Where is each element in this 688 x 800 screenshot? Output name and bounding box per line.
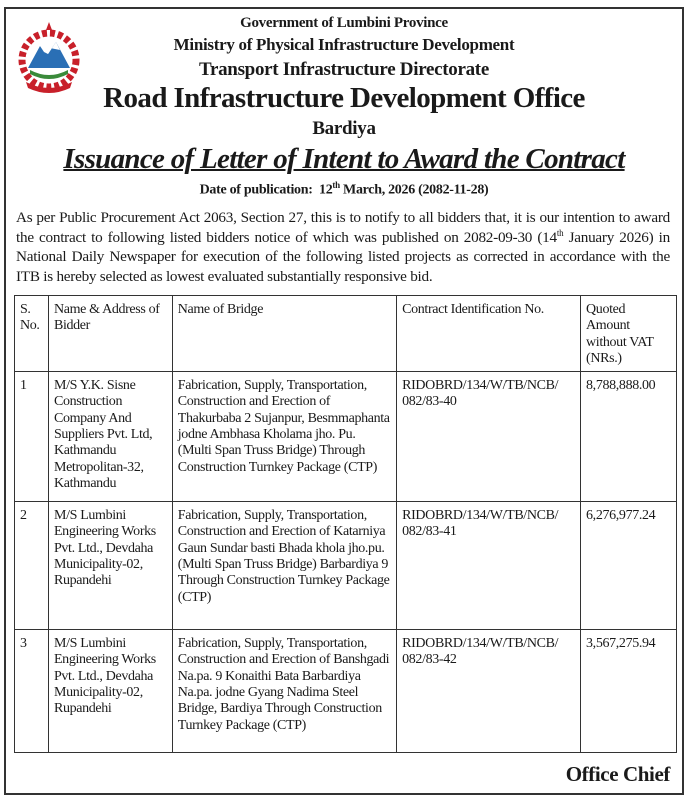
header-amount: Quoted Amount without VAT (NRs.) [581, 296, 677, 372]
notice-body [16, 208, 670, 286]
cell-bridge: Fabrication, Supply, Transportation, Construction and Erection of Thakurbaba 2 Sujanpur, Besmmaphanta jodne Ambhasa Kholama jho. Pu. (Multi Span Truss Bridge) Through Construction Turnkey Package (CTP) [172, 372, 396, 502]
cell-bridge: Fabrication, Supply, Transportation, Construction and Erection of Katarniya Gaun Sundar basti Bhada khola jho.pu. (Multi Span Truss Bridge) Barbardiya 9 Through Construction Turnkey Package (CTP) [172, 502, 396, 630]
body-text-2: January 2026) in National Daily Newspaper for execution of the following listed projects as corrected in accordance with the ITB is hereby selected as lowest evaluated substantially responsive bid. [16, 228, 670, 285]
cell-contract-id: RIDOBRD/134/W/TB/NCB/ 082/83-40 [397, 372, 581, 502]
cell-sn: 2 [15, 502, 49, 630]
table-header-row [15, 296, 677, 372]
directorate-heading: Transport Infrastructure Directorate [199, 59, 489, 80]
publication-date [0, 180, 688, 199]
cell-amount: 8,788,888.00 [581, 372, 677, 502]
cell-contract-id: RIDOBRD/134/W/TB/NCB/ 082/83-42 [397, 630, 581, 753]
header-bidder: Name & Address of Bidder [48, 296, 172, 372]
cell-bidder: M/S Lumbini Engineering Works Pvt. Ltd., Devdaha Municipality-02, Rupandehi [48, 502, 172, 630]
cell-sn: 1 [15, 372, 49, 502]
header-sn: S. No. [15, 296, 49, 372]
cell-contract-id: RIDOBRD/134/W/TB/NCB/ 082/83-41 [397, 502, 581, 630]
date-day: 12 [319, 182, 333, 198]
cell-amount: 6,276,977.24 [581, 502, 677, 630]
government-heading: Government of Lumbini Province [240, 15, 448, 31]
office-heading: Road Infrastructure Development Office [103, 82, 585, 114]
cell-bridge: Fabrication, Supply, Transportation, Construction and Erection of Banshgadi Na.pa. 9 Konaithi Bata Barbardiya Na.pa. jodne Gyang Nadima Steel Bridge, Bardiya Through Construction Turnkey Package (CTP) [172, 630, 396, 753]
cell-amount: 3,567,275.94 [581, 630, 677, 753]
date-label: Date of publication: [199, 182, 313, 198]
award-table [14, 295, 677, 753]
header-bridge: Name of Bridge [172, 296, 396, 372]
cell-bidder: M/S Lumbini Engineering Works Pvt. Ltd., Devdaha Municipality-02, Rupandehi [48, 630, 172, 753]
cell-bidder: M/S Y.K. Sisne Construction Company And Suppliers Pvt. Ltd, Kathmandu Metropolitan-32, Kathmandu [48, 372, 172, 502]
table-row [15, 502, 677, 630]
cell-sn: 3 [15, 630, 49, 753]
notice-title: Issuance of Letter of Intent to Award the Contract [63, 143, 625, 175]
table-row [15, 372, 677, 502]
ministry-heading: Ministry of Physical Infrastructure Development [173, 35, 515, 54]
body-text-1: As per Public Procurement Act 2063, Section 27, this is to notify to all bidders that, it is our intention to award the contract to following listed bidders notice of which was published on 2082-09-30 (14 [16, 209, 670, 246]
header-contract-id: Contract Identification No. [397, 296, 581, 372]
table-row [15, 630, 677, 753]
body-sup: th [556, 227, 564, 238]
date-rest: March, 2026 (2082-11-28) [343, 182, 489, 198]
location-heading: Bardiya [312, 118, 376, 139]
signature-office-chief: Office Chief [565, 762, 670, 786]
date-day-suffix: th [332, 180, 340, 190]
